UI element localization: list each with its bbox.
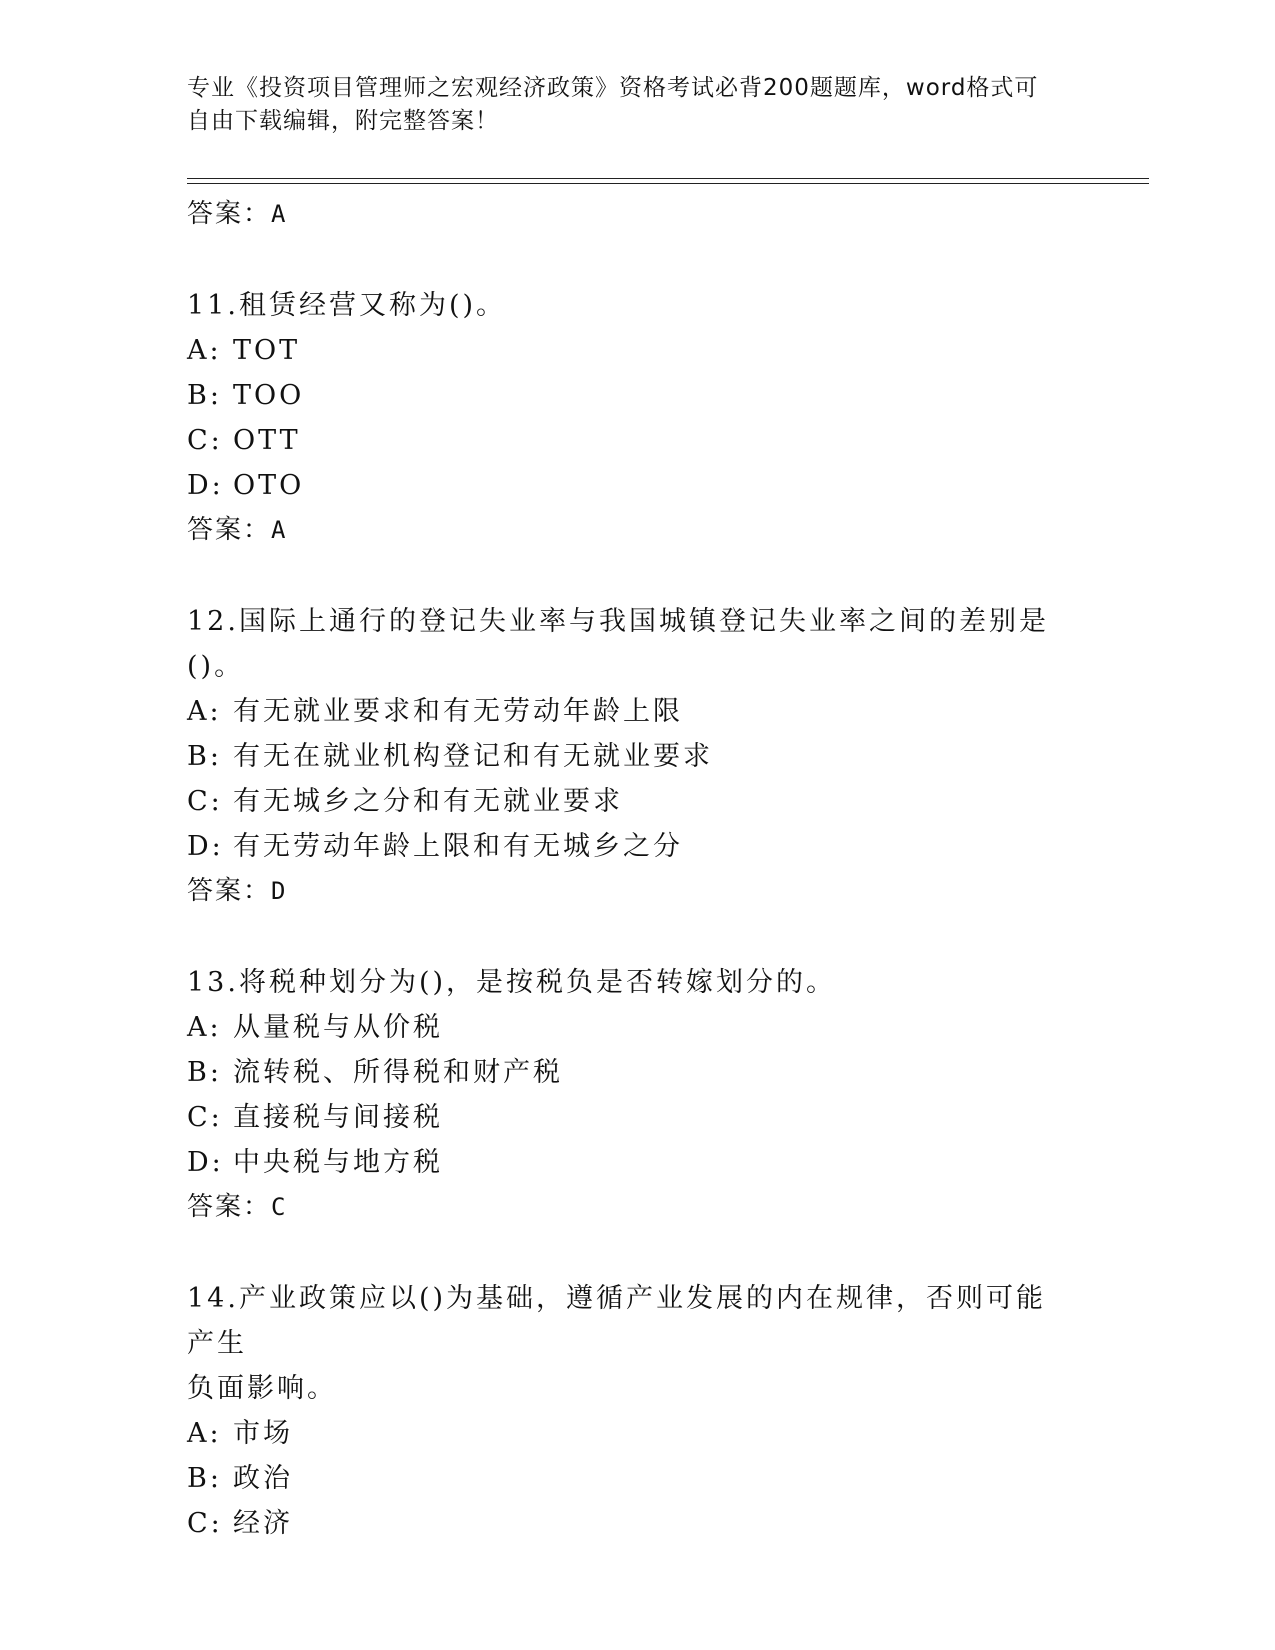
- option-text: 有无劳动年龄上限和有无城乡之分: [233, 831, 683, 862]
- option-c: [187, 1095, 1067, 1140]
- answer-label: 答案：: [187, 515, 272, 545]
- option-letter: D:: [187, 470, 224, 501]
- question-12: [187, 599, 1067, 914]
- option-letter: C:: [187, 1102, 223, 1133]
- option-text: TOT: [233, 335, 301, 366]
- option-letter: D:: [187, 1147, 224, 1178]
- document-header: [187, 72, 1067, 138]
- question-stem-line-2: 负面影响。: [187, 1373, 337, 1404]
- option-letter: A:: [187, 1418, 222, 1449]
- option-letter: A:: [187, 696, 222, 727]
- option-text: 经济: [233, 1508, 293, 1539]
- answer-line: [187, 508, 1067, 553]
- header-line-2: 自由下载编辑，附完整答案！: [187, 108, 499, 134]
- option-b: [187, 1456, 1067, 1501]
- option-b: [187, 1050, 1067, 1095]
- option-text: TOO: [233, 380, 305, 411]
- answer-value: C: [271, 1193, 288, 1221]
- option-text: 市场: [233, 1418, 293, 1449]
- question-stem: 11.租赁经营又称为()。: [187, 290, 507, 321]
- answer-value: D: [271, 877, 288, 905]
- question-stem-line-1: 14.产业政策应以()为基础，遵循产业发展的内在规律，否则可能产生: [187, 1283, 1047, 1359]
- option-c: [187, 418, 1067, 463]
- option-text: 有无在就业机构登记和有无就业要求: [233, 741, 713, 772]
- question-stem: 13.将税种划分为()，是按税负是否转嫁划分的。: [187, 967, 837, 998]
- option-text: 从量税与从价税: [233, 1012, 443, 1043]
- answer-value: A: [271, 516, 288, 544]
- option-text: OTT: [233, 425, 301, 456]
- question-13: [187, 960, 1067, 1230]
- header-line-1: 专业《投资项目管理师之宏观经济政策》资格考试必背200题题库，word格式可: [187, 75, 1039, 101]
- option-a: [187, 689, 1067, 734]
- answer-value: A: [271, 200, 288, 228]
- answer-line: [187, 869, 1067, 914]
- option-c: [187, 779, 1067, 824]
- option-b: [187, 373, 1067, 418]
- option-letter: B:: [187, 1057, 222, 1088]
- option-text: 有无就业要求和有无劳动年龄上限: [233, 696, 683, 727]
- option-letter: D:: [187, 831, 224, 862]
- answer-line: [187, 1185, 1067, 1230]
- option-a: [187, 328, 1067, 373]
- header-divider-bottom: [187, 183, 1149, 184]
- option-text: 有无城乡之分和有无就业要求: [233, 786, 623, 817]
- option-letter: C:: [187, 425, 223, 456]
- option-letter: A:: [187, 1012, 222, 1043]
- option-text: 流转税、所得税和财产税: [233, 1057, 563, 1088]
- option-d: [187, 463, 1067, 508]
- answer-label: 答案：: [187, 876, 272, 906]
- option-c: [187, 1501, 1067, 1546]
- option-letter: C:: [187, 786, 223, 817]
- question-stem: 12.国际上通行的登记失业率与我国城镇登记失业率之间的差别是()。: [187, 606, 1049, 682]
- answer-line: [187, 192, 1067, 237]
- document-body: [187, 192, 1067, 1546]
- option-text: 中央税与地方税: [233, 1147, 443, 1178]
- option-letter: B:: [187, 741, 222, 772]
- option-a: [187, 1005, 1067, 1050]
- option-text: 政治: [233, 1463, 293, 1494]
- option-a: [187, 1411, 1067, 1456]
- option-d: [187, 1140, 1067, 1185]
- option-text: OTO: [233, 470, 305, 501]
- question-14: [187, 1276, 1067, 1546]
- answer-label: 答案：: [187, 199, 272, 229]
- option-text: 直接税与间接税: [233, 1102, 443, 1133]
- question-11: [187, 283, 1067, 553]
- option-letter: B:: [187, 1463, 222, 1494]
- header-divider-top: [187, 178, 1149, 179]
- answer-label: 答案：: [187, 1192, 272, 1222]
- option-b: [187, 734, 1067, 779]
- option-letter: B:: [187, 380, 222, 411]
- option-letter: A:: [187, 335, 222, 366]
- option-letter: C:: [187, 1508, 223, 1539]
- option-d: [187, 824, 1067, 869]
